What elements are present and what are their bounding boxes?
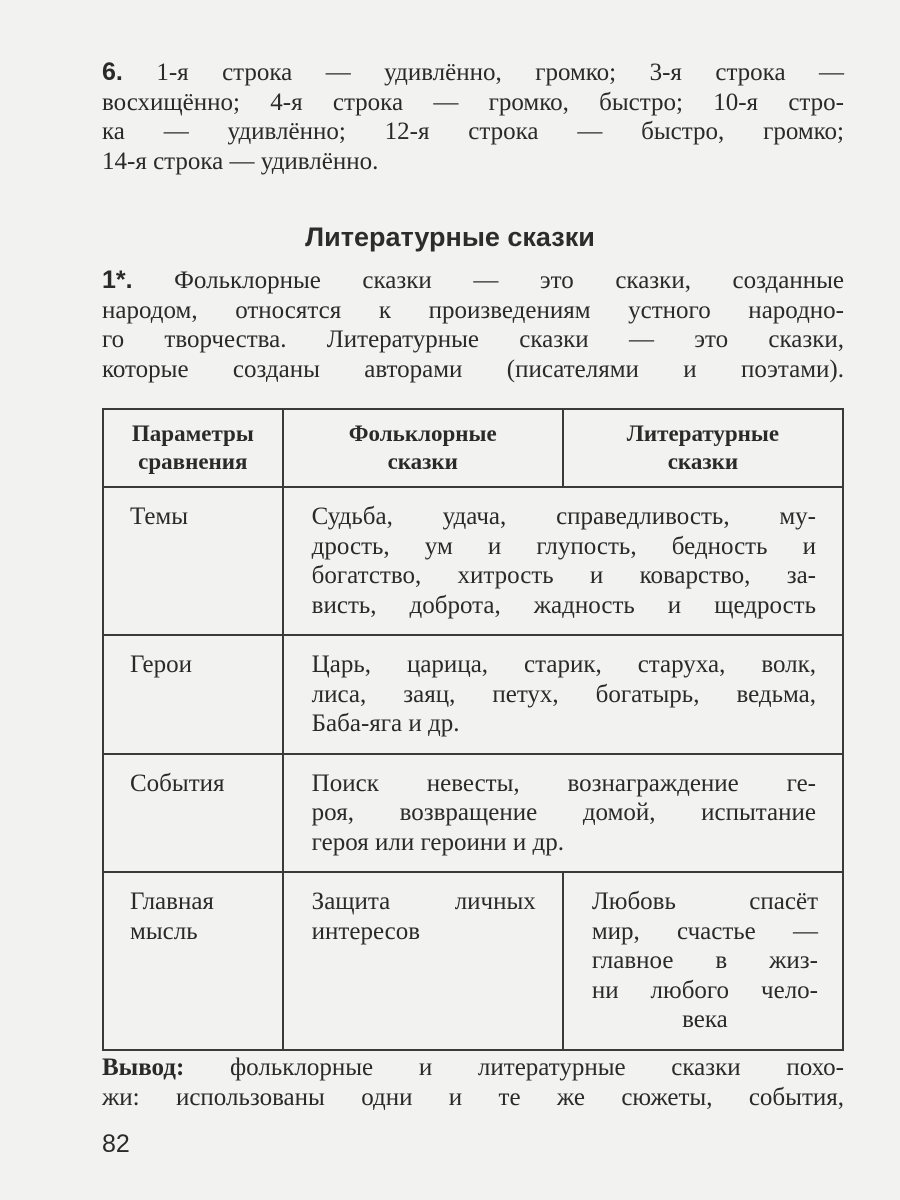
- conclusion-line-1: Вывод: фольклорные и литературные сказки похо-: [102, 1054, 844, 1081]
- header-literary-tales: Литературные сказки: [563, 409, 843, 487]
- exercise-1-line-3: го творчества. Литературные сказки — это сказки,: [102, 326, 844, 353]
- row-param-heroes: Герои: [103, 635, 283, 754]
- exercise-1-line-4: которые созданы авторами (писателями и поэтами).: [102, 355, 844, 383]
- exercise-6-line-4: 14-я строка — удивлённо.: [102, 147, 379, 175]
- row-value-themes: Судьба, удача, справедливость, му- дрость, ум и глупость, бедность и богатство, хитрость и коварство, за- висть, доброта, жадность и щедрость: [283, 487, 843, 635]
- exercise-1: [102, 266, 844, 384]
- table-row: [103, 635, 843, 754]
- exercise-1-number: 1*.: [102, 266, 133, 294]
- section-title: Литературные сказки: [305, 222, 595, 252]
- conclusion-line-2: жи: использованы одни и те же сюжеты, события,: [102, 1083, 844, 1111]
- exercise-1-line-1: 1*. Фольклорные сказки — это сказки, созданные: [102, 266, 844, 294]
- table-row: [103, 872, 843, 1050]
- table-header-row: [103, 409, 843, 487]
- header-folk-tales: Фольклорные сказки: [283, 409, 563, 487]
- conclusion: [102, 1053, 844, 1112]
- row-param-events: События: [103, 754, 283, 873]
- conclusion-label: Вывод:: [102, 1054, 185, 1081]
- exercise-6-number: 6.: [102, 58, 123, 86]
- exercise-1-line-2: народом, относятся к произведениям устного народно-: [102, 296, 844, 324]
- row-value-main-idea-folk: Защита личных интересов: [283, 872, 563, 1050]
- page-number: 82: [102, 1130, 130, 1158]
- table-row: [103, 487, 843, 635]
- header-params: Параметры сравнения: [103, 409, 283, 487]
- row-value-heroes: Царь, царица, старик, старуха, волк, лиса, заяц, петух, богатырь, ведьма, Баба-яга и др.: [283, 635, 843, 754]
- exercise-6-line-2: восхищённо; 4-я строка — громко, быстро; 10-я стро-: [102, 88, 844, 116]
- exercise-6-line-3: ка — удивлённо; 12-я строка — быстро, громко;: [102, 118, 844, 145]
- row-param-themes: Темы: [103, 487, 283, 635]
- exercise-6: [102, 58, 844, 176]
- row-value-main-idea-literary: Любовь спасёт мир, счастье — главное в жиз- ни любого чело- века: [563, 872, 843, 1050]
- row-value-events: Поиск невесты, вознаграждение ге- роя, возвращение домой, испытание героя или героини и др.: [283, 754, 843, 873]
- exercise-6-line-1: 6. 1-я строка — удивлённо, громко; 3-я строка —: [102, 58, 844, 86]
- table-row: [103, 754, 843, 873]
- comparison-table: [102, 408, 844, 1051]
- row-param-main-idea: Главная мысль: [103, 872, 283, 1050]
